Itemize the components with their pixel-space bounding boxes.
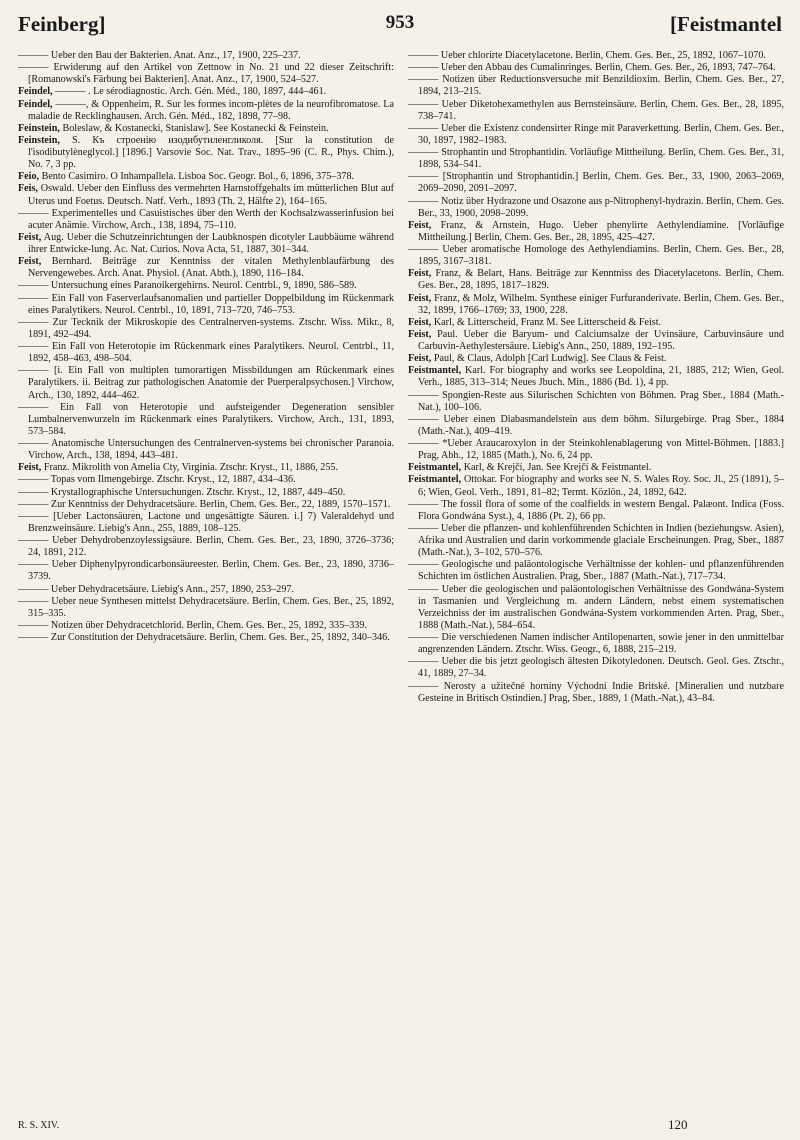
entry-author: Feist,: [408, 328, 432, 340]
bibliography-entry: [18, 135, 394, 171]
entry-text: Franz, & Molz, Wilhelm. Synthese einiger Furfuranderivate. Berlin, Chem. Ges. Ber., 32, 1899, 1766–1769; 33, 1900, 228.: [418, 292, 784, 316]
entry-text: ———, & Oppenheim, R. Sur les formes incom-plètes de la neurofibromatose. La maladie de Recklinghausen. Arch. Gén. Méd., 182, 1898, 77–98.: [28, 98, 394, 122]
entry-author: Feinstein,: [18, 122, 60, 134]
bibliography-entry: [408, 329, 784, 353]
bibliography-entry: [408, 523, 784, 559]
entry-text: Krystallographische Untersuchungen. Ztschr. Kryst., 12, 1887, 449–450.: [50, 486, 346, 498]
entry-text: Untersuchung eines Paranoikergehirns. Neurol. Centrbl., 9, 1890, 586–589.: [50, 280, 357, 292]
bibliography-entry: [18, 62, 394, 86]
entry-text: Boleslaw, & Kostanecki, Stanislaw]. See Kostanecki & Feinstein.: [59, 122, 329, 134]
entry-text: Ueber Dehydrobenzoylessigsäure. Berlin, Chem. Ges. Ber., 23, 1890, 3726–3736; 24, 1891, 212.: [28, 535, 395, 559]
bibliography-entry: [408, 462, 784, 474]
bibliography-entry: [18, 511, 394, 535]
entry-text: Ueber die bis jetzt geologisch ältesten Dikotyledonen. Deutsch. Geol. Ges. Ztschr., 41, 1889, 27–34.: [418, 656, 784, 680]
entry-text: Notizen über Reductionsversuche mit Benzildioxim. Berlin, Chem. Ges. Ber., 27, 1894, 213–215.: [418, 74, 784, 98]
bibliography-entry: [18, 438, 394, 462]
entry-text: Franz, & Belart, Hans. Beiträge zur Kenntniss des Diacetylacetons. Berlin, Chem. Ges. Ber., 28, 1895, 1817–1829.: [418, 268, 784, 292]
entry-text: Erwiderung auf den Artikel von Zettnow in No. 21 und 22 dieser Zeitschrift: [Romanowski's Färbung bei Bakterien]. Anat. Anz., 17, 1900, 524–527.: [28, 62, 395, 86]
entry-author: Feistmantel,: [408, 365, 462, 377]
bibliography-entry: [18, 535, 394, 559]
entry-text: Karl, & Krejčí, Jan. See Krejčí & Feistmantel.: [461, 462, 652, 474]
bibliography-entry: [408, 499, 784, 523]
entry-author: Feindel,: [18, 86, 53, 98]
bibliography-entry: [408, 559, 784, 583]
entry-author: Feist,: [408, 292, 432, 304]
entry-author: Feist,: [18, 231, 42, 243]
bibliography-entry: [18, 596, 394, 620]
page-number: 953: [385, 12, 415, 33]
bibliography-entry: [18, 317, 394, 341]
bibliography-entry: [408, 74, 784, 98]
bibliography-entry: [18, 183, 394, 207]
signature-mark: R. S. XIV.: [18, 1120, 60, 1131]
bibliography-entry: [408, 196, 784, 220]
right-column: [408, 50, 784, 705]
entry-text: Aug. Ueber die Schutzeinrichtungen der Laubknospen dicotyler Laubbäume während ihrer Entwicke-lung. Ac. Nat. Curios. Nova Acta, 51, 1887, 301–344.: [28, 231, 394, 255]
bibliography-entry: [18, 499, 394, 511]
bibliography-entry: [18, 632, 394, 644]
entry-text: Ueber den Abbau des Cumalinringes. Berlin, Chem. Ges. Ber., 26, 1893, 747–764.: [440, 62, 776, 74]
entry-text: Karl. For biography and works see Leopoldina, 21, 1885, 212; Wien, Geol. Verh., 1885, 313–314; Neues Jbuch. Min., 1886 (Bd. 1), 4 pp.: [418, 365, 784, 389]
entry-author: Feist,: [408, 219, 432, 231]
entry-author: Feistmantel,: [408, 474, 462, 486]
bibliography-entry: [18, 462, 394, 474]
entry-text: Paul. Ueber die Baryum- und Calciumsalze der Uvinsäure, Carbuvinsäure und Carbuvin-Aethylestersäure. Liebig's Ann., 250, 1889, 192–195.: [418, 328, 784, 352]
bibliography-entry: [408, 268, 784, 292]
entry-text: Strophantin und Strophantidin. Vorläufige Mittheilung. Berlin, Chem. Ges. Ber., 31, 1898, 534–541.: [418, 147, 784, 171]
page-header: [18, 12, 782, 42]
entry-text: Experimentelles und Casuistisches über den Werth der Kochsalzwasserinfusion bei acuter Anämie. Virchow, Arch., 138, 1894, 75–110.: [28, 207, 394, 231]
bibliography-entry: [408, 681, 784, 705]
entry-text: [Ueber Lactonsäuren, Lactone und ungesättigte Säuren. i.] 7) Valeraldehyd und Brenzweinsäure. Liebig's Ann., 255, 1889, 108–125.: [28, 510, 395, 534]
bibliography-entry: [408, 293, 784, 317]
entry-author: Feist,: [408, 353, 432, 365]
bibliography-entry: [408, 584, 784, 633]
entry-text: Ein Fall von Heterotopie und aufsteigender Degeneration sensibler Lumbalnervenwurzeln im Rückenmark eines Paralytikers. Virchow, Arch., 131, 1893, 573–584.: [28, 401, 394, 437]
entry-text: Ueber Diphenylpyrondicarbonsäureester. Berlin, Chem. Ges. Ber., 23, 1890, 3736–3739.: [28, 559, 394, 583]
entry-text: Karl, & Litterscheid, Franz M. See Litterscheid & Feist.: [431, 316, 662, 328]
entry-text: Ueber aromatische Homologe des Aethylendiamins. Berlin, Chem. Ges. Ber., 28, 1895, 3167–3181.: [418, 244, 784, 268]
bibliography-entry: [408, 147, 784, 171]
entry-text: Nerosty a užitečné horniny Východní Indie Britské. [Mineralien und nutzbare Gesteine in Britisch Ostindien.] Prag, Sber., 1889, 1 (Math.-Nat.), 43–84.: [418, 680, 784, 704]
entry-text: Anatomische Untersuchungen des Centralnerven-systems bei chronischer Paranoia. Virchow, Arch., 138, 1894, 443–481.: [28, 438, 394, 462]
bibliography-entry: [408, 99, 784, 123]
bibliography-entry: [408, 474, 784, 498]
bibliography-entry: [18, 208, 394, 232]
bibliography-entry: [18, 86, 394, 98]
header-right-heading: [Feistmantel: [670, 12, 782, 36]
bibliography-entry: [18, 341, 394, 365]
entry-text: Zur Tecknik der Mikroskopie des Centralnerven-systems. Ztschr. Wiss. Mikr., 8, 1891, 492–494.: [28, 316, 394, 340]
entry-text: [Strophantin und Strophantidin.] Berlin, Chem. Ges. Ber., 33, 1900, 2063–2069, 2069–2090, 2091–2097.: [418, 171, 785, 195]
bibliography-entry: [18, 474, 394, 486]
entry-text: Ein Fall von Faserverlaufsanomalien und partieller Doppelbildung im Rückenmark eines Paralytikers. Neurol. Centrbl., 10, 1891, 713–720, 746–753.: [28, 292, 395, 316]
entry-author: Feist,: [18, 256, 42, 268]
entry-text: Die verschiedenen Namen indischer Antilopenarten, sowie jener in den unmittelbar angrenzenden Ländern. Ztschr. Wiss. Geogr., 6, 1888, 215–219.: [418, 632, 785, 656]
entry-author: Feindel,: [18, 98, 53, 110]
entry-text: Notiz über Hydrazone und Osazone aus p-Nitrophenyl-hydrazin. Berlin, Chem. Ges. Ber., 33, 1900, 2098–2099.: [418, 195, 785, 219]
entry-author: Feist,: [18, 462, 42, 474]
entry-text: Bernhard. Beiträge zur Kenntniss der vitalen Methylenblaufärbung des Nervengewebes. Arch. Anat. Physiol. (Anat. Abth.), 1890, 116–184.: [28, 256, 394, 280]
entry-text: Paul, & Claus, Adolph [Carl Ludwig]. See Claus & Feist.: [431, 353, 667, 365]
entry-text: The fossil flora of some of the coalfields in western Bengal. Palæont. Indica (Foss. Flora Gondwána Syst.), 4, 1886 (Pt. 2), 66 pp.: [418, 498, 784, 522]
bibliography-entry: [408, 50, 784, 62]
entry-text: Ueber die Existenz condensirter Ringe mit Paraverkettung. Berlin, Chem. Ges. Ber., 30, 1897, 1982–1983.: [418, 122, 784, 146]
entry-author: Feist,: [408, 316, 432, 328]
header-left-heading: Feinberg]: [18, 12, 106, 36]
bibliography-entry: [408, 414, 784, 438]
entry-text: Topas vom Ilmengebirge. Ztschr. Kryst., 12, 1887, 434–436.: [50, 474, 296, 486]
bibliography-entry: [408, 390, 784, 414]
bibliography-entry: [18, 584, 394, 596]
bibliography-entry: [18, 50, 394, 62]
entry-text: Notizen über Dehydracetchlorid. Berlin, Chem. Ges. Ber., 25, 1892, 335–339.: [50, 619, 367, 631]
entry-text: [i. Ein Fall von multiplen tumorartigen Missbildungen am Rückenmark eines Paralytikers. ii. Beitrag zur pathologischen Anatomie der Puerperalpsychosen.] Virchow, Arch., 130, 1892, 444–462.: [28, 365, 395, 401]
bibliography-entry: [18, 365, 394, 401]
entry-text: Ein Fall von Heterotopie im Rückenmark eines Paralytikers. Neurol. Centrbl., 11, 1892, 458–463, 498–504.: [28, 341, 394, 365]
entry-text: Ueber die pflanzen- und kohlenführenden Schichten in Indien (beziehungsw. Asien), Afrika und Australien und darin vorkommende glaciale Erscheinungen. Prag, Sber., 1887 (Math.-Nat.), 3–102, 570–576.: [418, 522, 784, 559]
bibliography-entry: [18, 280, 394, 292]
footer-page-count: 120: [668, 1117, 688, 1132]
entry-text: Zur Kenntniss der Dehydracetsäure. Berlin, Chem. Ges. Ber., 22, 1889, 1570–1571.: [50, 498, 391, 510]
entry-author: Feis,: [18, 183, 38, 195]
entry-text: Ueber Dehydracetsäure. Liebig's Ann., 257, 1890, 253–297.: [50, 583, 294, 595]
bibliography-entry: [18, 293, 394, 317]
bibliography-entry: [408, 632, 784, 656]
bibliography-entry: [18, 232, 394, 256]
bibliography-entry: [18, 487, 394, 499]
entry-text: Ueber Diketohexamethylen aus Bernsteinsäure. Berlin, Chem. Ges. Ber., 28, 1895, 738–741.: [418, 98, 784, 122]
entry-text: Ueber neue Synthesen mittelst Dehydracetsäure. Berlin, Chem. Ges. Ber., 25, 1892, 315–335.: [28, 595, 395, 619]
bibliography-entry: [18, 402, 394, 438]
bibliography-entry: [408, 220, 784, 244]
entry-text: Ueber einen Diabasmandelstein aus dem böhm. Silurgebirge. Prag Sber., 1884 (Math.-Nat.), 409–419.: [418, 413, 785, 437]
entry-text: Franz, & Arnstein, Hugo. Ueber phenylirte Aethylendiamine. [Vorläufige Mittheilung.] Berlin, Chem. Ges. Ber., 28, 1895, 425–427.: [418, 219, 784, 243]
bibliography-entry: [408, 317, 784, 329]
bibliography-entry: [408, 365, 784, 389]
bibliography-entry: [18, 256, 394, 280]
bibliography-entry: [18, 171, 394, 183]
entry-text: S. Къ строенію изодибутиленгликоля. [Sur la constitution de l'isodibutylèneglycol.] [1896.] Varsovie Soc. Nat. Trav., 1895–96 (C. R., Phys. Chim.), No. 7, 3 pp.: [28, 134, 394, 171]
entry-text: Bento Casimiro. O Inhampallela. Lisboa Soc. Geogr. Bol., 6, 1896, 375–378.: [39, 171, 355, 183]
entry-author: Feinstein,: [18, 134, 60, 146]
entry-author: Feistmantel,: [408, 462, 462, 474]
bibliography-entry: [408, 244, 784, 268]
entry-text: Spongien-Reste aus Silurischen Schichten von Böhmen. Prag Sber., 1884 (Math.-Nat.), 100–106.: [418, 389, 784, 413]
bibliography-entry: [408, 171, 784, 195]
bibliography-entry: [18, 559, 394, 583]
entry-author: Feio,: [18, 171, 40, 183]
bibliography-entry: [18, 620, 394, 632]
entry-text: Zur Constitution der Dehydracetsäure. Berlin, Chem. Ges. Ber., 25, 1892, 340–346.: [50, 632, 390, 643]
entry-text: Oswald. Ueber den Einfluss des vermehrten Harnstoffgehalts im mütterlichen Blut auf Uterus und Foetus. Deutsch. Natf. Verh., 1893 (Th. 2, Hälfte 2), 164–165.: [28, 183, 394, 207]
entry-text: Franz. Mikrolith von Amelia Cty, Virginia. Ztschr. Kryst., 11, 1886, 255.: [41, 462, 338, 474]
entry-text: Ottokar. For biography and works see N. S. Wales Roy. Soc. Jl., 25 (1891), 5–6; Wien, Geol. Verh., 1891, 81–82; Termt. Közlön., 24, 1892, 642.: [418, 474, 784, 498]
entry-text: Ueber chlorirte Diacetylacetone. Berlin, Chem. Ges. Ber., 25, 1892, 1067–1070.: [440, 50, 766, 61]
bibliography-entry: [408, 353, 784, 365]
bibliography-entry: [408, 62, 784, 74]
entry-text: *Ueber Araucaroxylon in der Steinkohlenablagerung von Mittel-Böhmen. [1883.] Prag, Abh., 12, 1885 (Math.), No. 6, 24 pp.: [418, 438, 784, 462]
bibliography-entry: [408, 123, 784, 147]
bibliography-entry: [408, 438, 784, 462]
entry-text: ——— . Le sérodiagnostic. Arch. Gén. Méd., 180, 1897, 444–461.: [52, 86, 327, 98]
entry-text: Geologische und paläontologische Verhältnisse der kohlen- und pflanzenführenden Schichten im östlichen Australien. Prag, Sber., 1887 (Math.-Nat.), 717–734.: [418, 559, 784, 583]
bibliography-entry: [408, 656, 784, 680]
bibliography-entry: [18, 99, 394, 123]
entry-text: Ueber die geologischen und paläontologischen Verhältnisse des Gondwána-System in Tasmanien und Vergleichung m. andern Ländern, nebst einem systematischen Verzeichniss der im australischen Gondwána-System vorkommenden Arten. Prag, Sber., 1888 (Math.-Nat.), 584–654.: [418, 583, 785, 631]
bibliography-entry: [18, 123, 394, 135]
entry-text: Ueber den Bau der Bakterien. Anat. Anz., 17, 1900, 225–237.: [50, 50, 301, 61]
entry-author: Feist,: [408, 268, 432, 280]
left-column: [18, 50, 394, 644]
